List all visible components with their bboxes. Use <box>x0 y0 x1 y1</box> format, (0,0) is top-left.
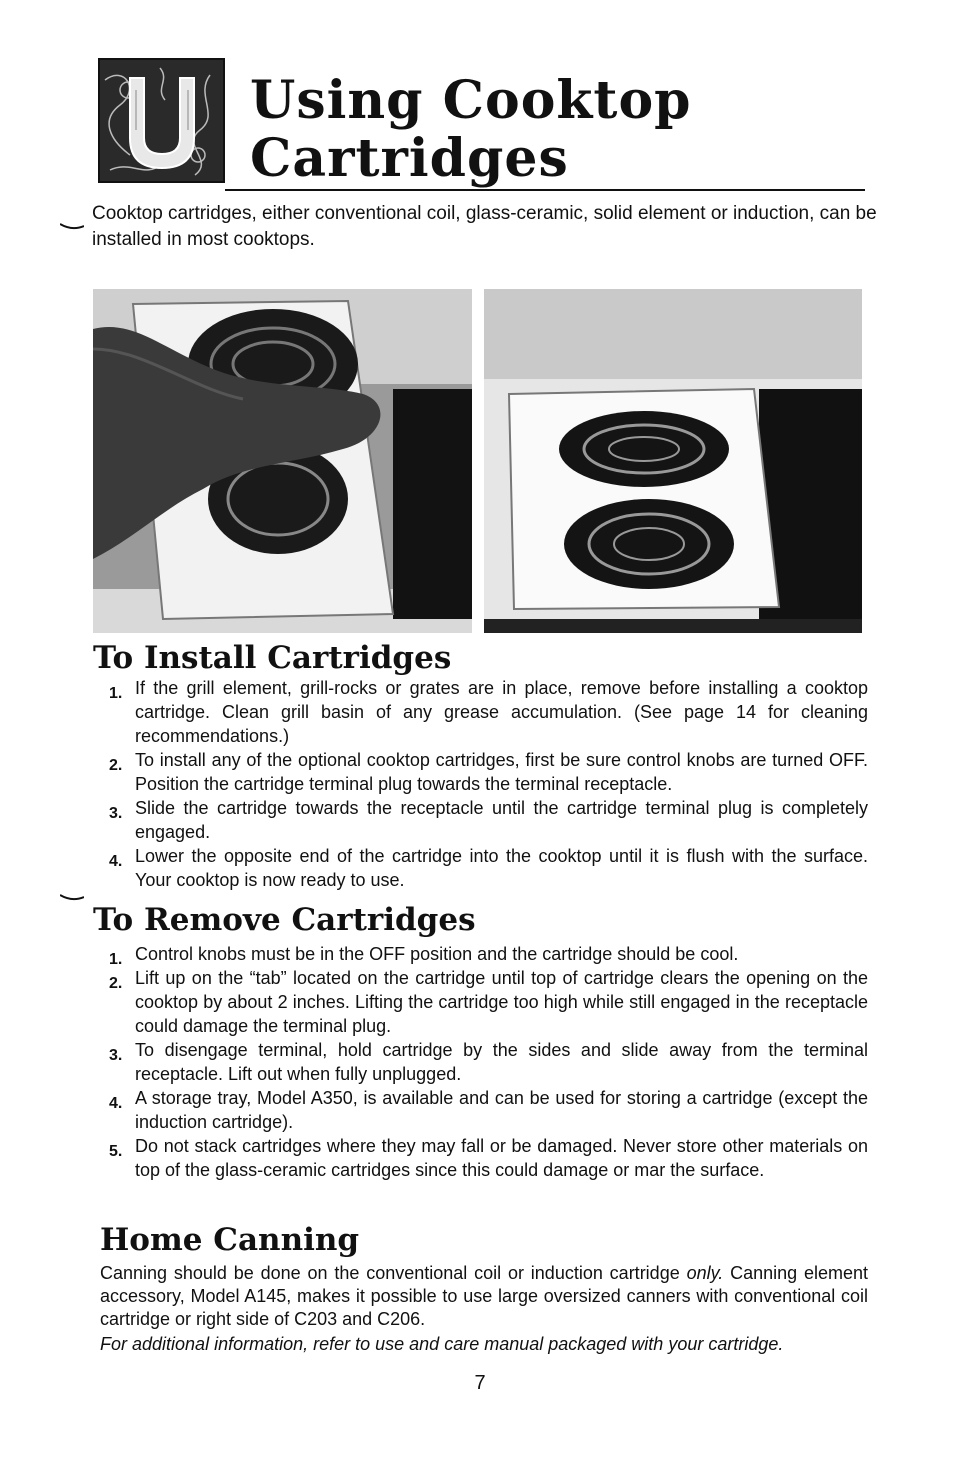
list-item <box>93 942 868 966</box>
step-number: 1. <box>109 951 123 968</box>
step-text: A storage tray, Model A350, is available and can be used for storing a cartridge (except the induction cartridge). <box>135 1088 868 1132</box>
title-line-2: Cartridges <box>250 128 569 189</box>
list-item <box>93 748 868 796</box>
step-number: 2. <box>109 757 123 774</box>
step-text: Control knobs must be in the OFF position and the cartridge should be cool. <box>135 944 739 964</box>
canning-heading: Home Canning <box>100 1222 360 1258</box>
remove-heading: To Remove Cartridges <box>93 902 476 938</box>
step-number: 3. <box>109 805 123 822</box>
list-item <box>93 796 868 844</box>
installed-photo <box>484 289 862 633</box>
step-text: Lift up on the “tab” located on the cartridge until top of cartridge clears the opening on the cooktop by about 2 inches. Lifting the cartridge too high while still engaged in the receptacle could damage the terminal plug. <box>135 968 868 1036</box>
page-number: 7 <box>474 1372 486 1394</box>
step-text: If the grill element, grill-rocks or grates are in place, remove before installing a cooktop cartridge. Clean grill basin of any grease accumulation. (See page 14 for cleaning recommendations.) <box>135 678 868 746</box>
margin-mark-icon <box>60 222 84 232</box>
list-item <box>93 966 868 1038</box>
step-text: Lower the opposite end of the cartridge into the cooktop until it is flush with the surface. Your cooktop is now ready to use. <box>135 846 868 890</box>
canning-text-part: Canning should be done on the conventional coil or induction cartridge <box>100 1263 687 1283</box>
step-number: 2. <box>109 975 123 992</box>
canning-note: For additional information, refer to use and care manual packaged with your cartridge. <box>100 1334 784 1354</box>
title-rule <box>225 189 865 191</box>
canning-emphasis: only. <box>686 1263 724 1283</box>
margin-mark-icon <box>60 893 84 903</box>
canning-paragraph <box>100 1262 868 1331</box>
step-text: To disengage terminal, hold cartridge by the sides and slide away from the terminal receptacle. Lift out when fully unplugged. <box>135 1040 868 1084</box>
list-item <box>93 1086 868 1134</box>
step-text: Do not stack cartridges where they may fall or be damaged. Never store other materials on top of the glass-ceramic cartridges since this could damage or mar the surface. <box>135 1136 868 1180</box>
install-steps <box>93 676 868 892</box>
step-number: 4. <box>109 1095 123 1112</box>
list-item <box>93 844 868 892</box>
step-text: Slide the cartridge towards the receptacle until the cartridge terminal plug is completely engaged. <box>135 798 868 842</box>
step-number: 4. <box>109 853 123 870</box>
canning-text-part: Canning element accessory, Model A145, makes it possible to use large oversized canners with conventional coil cartridge or right side of C203 and C206. <box>100 1263 869 1329</box>
title-line-1: Using Cooktop <box>250 70 692 131</box>
install-photo <box>93 289 472 633</box>
ornament-icon <box>100 60 223 181</box>
intro-paragraph: Cooktop cartridges, either conventional coil, glass-ceramic, solid element or induction, can be installed in most cooktops. <box>92 203 877 250</box>
step-text: To install any of the optional cooktop cartridges, first be sure control knobs are turned OFF. Position the cartridge terminal plug towards the terminal receptacle. <box>135 750 868 794</box>
decorative-initial <box>98 58 225 183</box>
step-number: 1. <box>109 685 123 702</box>
step-number: 3. <box>109 1047 123 1064</box>
page-title <box>250 72 810 188</box>
list-item <box>93 676 868 748</box>
remove-steps <box>93 942 868 1182</box>
list-item <box>93 1134 868 1182</box>
list-item <box>93 1038 868 1086</box>
step-number: 5. <box>109 1143 123 1160</box>
install-heading: To Install Cartridges <box>93 640 452 676</box>
